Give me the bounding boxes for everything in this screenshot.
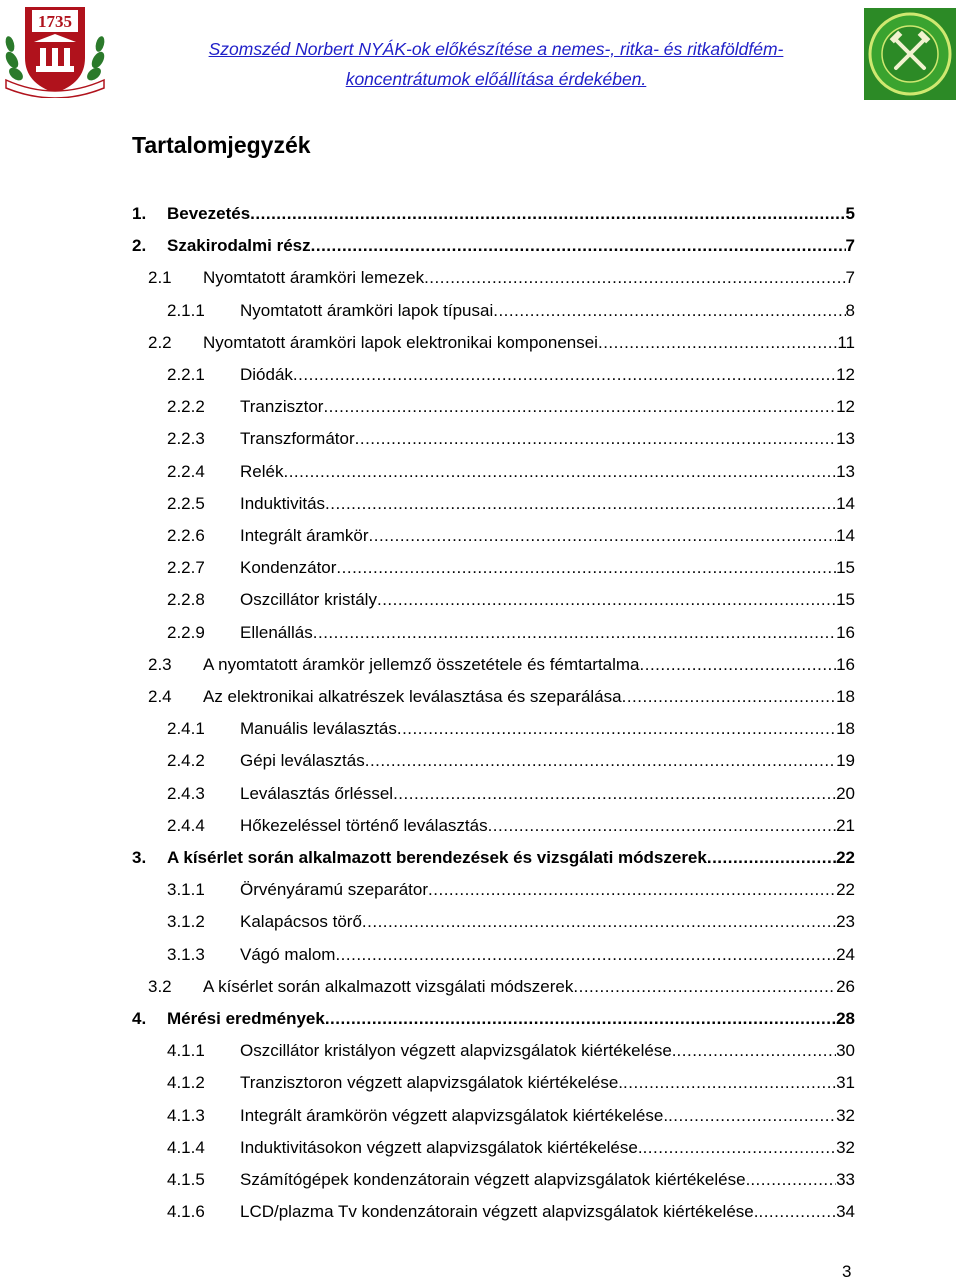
toc-entry-number: 4.1.6 <box>167 1202 205 1222</box>
toc-entry-number: 4.1.3 <box>167 1105 205 1125</box>
toc-entry-title: Örvényáramú szeparátor <box>240 880 429 900</box>
toc-entry-page-number: 16 <box>836 654 855 674</box>
toc-entry-leader <box>240 816 855 836</box>
toc-entry-title: Leválasztás őrléssel <box>240 783 394 803</box>
toc-entry-page-number: 32 <box>836 1137 855 1157</box>
toc-entry[interactable] <box>0 360 960 390</box>
toc-entry-title: A kísérlet során alkalmazott berendezések és vizsgálati módszerek <box>167 848 707 867</box>
toc-entry-title: Tranzisztor <box>240 397 324 417</box>
toc-dot-leader <box>293 365 836 385</box>
toc-entry-page-number: 20 <box>836 783 855 803</box>
toc-entry-leader <box>203 333 855 353</box>
toc-entry-page-number: 33 <box>836 1170 855 1189</box>
toc-entry-leader <box>167 236 855 256</box>
toc-entry-title: Mérési eredmények <box>167 1009 325 1028</box>
toc-entry[interactable] <box>0 843 960 873</box>
toc-entry-number: 2.4.4 <box>167 815 205 835</box>
toc-entry-number: 2.2.7 <box>167 558 205 578</box>
toc-entry-title: Integrált áramkör <box>240 526 369 545</box>
toc-entry-page-number: 15 <box>836 590 855 610</box>
toc-entry[interactable] <box>0 457 960 487</box>
toc-entry-page-number: 7 <box>845 268 855 288</box>
toc-entry[interactable] <box>0 1004 960 1034</box>
toc-entry-leader <box>240 912 855 932</box>
toc-dot-leader <box>283 462 836 482</box>
crest-year: 1735 <box>38 12 72 31</box>
toc-entry-page-number: 7 <box>845 236 855 256</box>
toc-dot-leader <box>598 333 837 353</box>
toc-entry[interactable] <box>0 1036 960 1066</box>
toc-entry-title: Bevezetés <box>167 204 251 223</box>
toc-entry[interactable] <box>0 875 960 905</box>
toc-entry-number: 2.2.1 <box>167 365 205 384</box>
toc-dot-leader <box>424 268 845 288</box>
toc-entry-title: Induktivitás <box>240 493 326 513</box>
toc-entry-page-number: 22 <box>836 880 855 900</box>
toc-entry-number: 3.1.1 <box>167 880 205 900</box>
toc-entry-title: Diódák <box>240 365 293 384</box>
toc-entry-page-number: 31 <box>836 1073 855 1093</box>
toc-entry-number: 2.2.4 <box>167 461 205 481</box>
toc-entry[interactable] <box>0 553 960 583</box>
toc-entry-number: 4.1.2 <box>167 1073 205 1093</box>
toc-entry-leader <box>240 1106 855 1126</box>
toc-entry-number: 2.4 <box>148 687 172 706</box>
toc-entry-title: Integrált áramkörön végzett alapvizsgálatok kiértékelése. <box>240 1105 669 1125</box>
crest-laurel-right <box>85 35 107 83</box>
toc-dot-leader <box>369 526 837 546</box>
toc-entry-page-number: 21 <box>836 815 855 835</box>
toc-entry-page-number: 18 <box>836 719 855 739</box>
toc-entry[interactable] <box>0 231 960 261</box>
toc-dot-leader <box>362 912 836 932</box>
toc-entry[interactable] <box>0 746 960 776</box>
toc-dot-leader <box>311 236 846 256</box>
toc-entry-number: 4.1.4 <box>167 1137 205 1157</box>
toc-entry-leader <box>240 784 855 804</box>
toc-entry-leader <box>240 751 855 771</box>
toc-entry-title: Nyomtatott áramköri lemezek <box>203 268 425 288</box>
toc-entry-number: 2.2.2 <box>167 397 205 417</box>
toc-dot-leader <box>250 204 845 224</box>
toc-entry-page-number: 19 <box>836 751 855 771</box>
toc-entry-title: Vágó malom <box>240 944 336 964</box>
toc-entry[interactable] <box>0 972 960 1002</box>
toc-entry-leader <box>240 1041 855 1061</box>
toc-entry-title: Oszcillátor kristály <box>240 590 377 610</box>
toc-dot-leader <box>677 1041 837 1061</box>
toc-entry-leader <box>167 1009 855 1029</box>
toc-dot-leader <box>377 590 836 610</box>
toc-entry-number: 2. <box>132 236 147 256</box>
toc-dot-leader <box>758 1202 836 1222</box>
toc-entry[interactable] <box>0 1101 960 1131</box>
toc-entry[interactable] <box>0 618 960 648</box>
toc-entry[interactable] <box>0 811 960 841</box>
toc-entry-leader <box>167 204 855 224</box>
toc-entry-number: 2.2.5 <box>167 493 205 513</box>
toc-entry-leader <box>240 590 855 610</box>
crest-building <box>34 34 76 72</box>
toc-entry-number: 4.1.5 <box>167 1170 205 1189</box>
toc-entry-page-number: 18 <box>836 687 855 706</box>
toc-entry-page-number: 8 <box>845 300 855 320</box>
toc-entry[interactable] <box>0 1133 960 1163</box>
toc-entry-title: Hőkezeléssel történő leválasztás <box>240 815 488 835</box>
toc-entry-page-number: 26 <box>836 976 855 996</box>
toc-entry[interactable] <box>0 682 960 712</box>
toc-dot-leader <box>643 1138 837 1158</box>
toc-entry-title: Kondenzátor <box>240 558 337 578</box>
toc-entry-page-number: 30 <box>836 1041 855 1061</box>
toc-dot-leader <box>707 848 836 868</box>
toc-heading: Tartalomjegyzék <box>132 132 311 158</box>
toc-entry-number: 2.1.1 <box>167 300 205 320</box>
toc-entry-title: Gépi leválasztás <box>240 751 365 771</box>
toc-entry-number: 4.1.1 <box>167 1041 205 1061</box>
toc-entry-title: Induktivitásokon végzett alapvizsgálatok kiértékelése. <box>240 1137 643 1157</box>
toc-entry[interactable] <box>0 779 960 809</box>
toc-entry-title: Manuális leválasztás <box>240 719 397 739</box>
toc-entry-number: 2.4.2 <box>167 751 205 771</box>
toc-entry-title: Szakirodalmi rész <box>167 236 311 256</box>
toc-dot-leader <box>355 429 836 449</box>
toc-entry-leader <box>240 462 855 482</box>
toc-entry-leader <box>240 880 855 900</box>
toc-dot-leader <box>365 751 836 771</box>
toc-entry[interactable] <box>0 940 960 970</box>
toc-entry[interactable] <box>0 1068 960 1098</box>
toc-entry[interactable] <box>0 585 960 615</box>
university-crest-logo <box>2 2 108 98</box>
toc-dot-leader <box>313 623 836 643</box>
toc-entry-title: LCD/plazma Tv kondenzátorain végzett alapvizsgálatok kiértékelése. <box>240 1202 759 1222</box>
toc-dot-leader <box>393 784 836 804</box>
toc-entry-page-number: 24 <box>836 944 855 964</box>
toc-entry-number: 2.3 <box>148 654 172 674</box>
toc-entry-page-number: 34 <box>836 1202 855 1222</box>
toc-entry-number: 2.4.1 <box>167 719 205 739</box>
toc-entry-number: 2.2 <box>148 332 172 352</box>
toc-entry-leader <box>203 687 855 707</box>
toc-dot-leader <box>750 1170 836 1190</box>
toc-entry-number: 2.2.6 <box>167 526 205 545</box>
toc-entry-leader <box>240 526 855 546</box>
toc-entry-page-number: 11 <box>837 332 855 352</box>
toc-entry-leader <box>240 301 855 321</box>
toc-entry-title: Számítógépek kondenzátorain végzett alapvizsgálatok kiértékelése. <box>240 1170 751 1189</box>
toc-entry-leader <box>240 494 855 514</box>
toc-entry[interactable] <box>0 1197 960 1227</box>
toc-entry-leader <box>240 719 855 739</box>
toc-entry[interactable] <box>0 521 960 551</box>
toc-entry-title: A nyomtatott áramkör jellemző összetétele és fémtartalma <box>203 654 640 674</box>
toc-entry-number: 3.2 <box>148 976 172 996</box>
toc-entry-number: 4. <box>132 1009 147 1028</box>
toc-entry-page-number: 5 <box>845 204 855 223</box>
toc-entry-title: Ellenállás <box>240 622 313 642</box>
toc-entry-number: 2.1 <box>148 268 172 288</box>
toc-entry-number: 2.2.9 <box>167 622 205 642</box>
toc-entry-leader <box>240 623 855 643</box>
toc-entry-title: Oszcillátor kristályon végzett alapvizsgálatok kiértékelése. <box>240 1041 677 1061</box>
toc-entry-leader <box>203 268 855 288</box>
toc-entry-page-number: 22 <box>836 848 855 867</box>
toc-entry-number: 3.1.2 <box>167 912 205 932</box>
toc-entry-title: Tranzisztoron végzett alapvizsgálatok kiértékelése. <box>240 1073 623 1093</box>
toc-entry-number: 1. <box>132 204 147 223</box>
toc-dot-leader <box>325 1009 836 1029</box>
toc-entry-page-number: 15 <box>836 558 855 578</box>
toc-entry-title: A kísérlet során alkalmazott vizsgálati módszerek <box>203 976 574 996</box>
toc-entry-page-number: 13 <box>836 429 855 449</box>
toc-entry-page-number: 23 <box>836 912 855 932</box>
toc-entry-leader <box>203 655 855 675</box>
toc-entry-leader <box>240 1138 855 1158</box>
toc-entry-title: Transzformátor <box>240 429 355 449</box>
toc-dot-leader <box>428 880 836 900</box>
toc-dot-leader <box>488 816 837 836</box>
toc-entry-page-number: 14 <box>836 493 855 513</box>
toc-entry-page-number: 28 <box>836 1009 855 1028</box>
header-title-line-1: Szomszéd Norbert NYÁK-ok előkészítése a nemes-, ritka- és ritkaföldfém- <box>208 39 784 59</box>
toc-dot-leader <box>397 719 836 739</box>
toc-entry-title: Kalapácsos törő <box>240 912 362 932</box>
toc-dot-leader <box>493 301 845 321</box>
page-header <box>0 0 960 110</box>
mining-faculty-seal-logo <box>864 8 956 100</box>
toc-entry-leader <box>240 558 855 578</box>
page-number: 3 <box>842 1262 852 1281</box>
toc-entry[interactable] <box>0 392 960 422</box>
toc-entry[interactable] <box>0 199 960 229</box>
toc-entry-leader <box>240 365 855 385</box>
toc-dot-leader <box>622 687 836 707</box>
toc-dot-leader <box>323 397 836 417</box>
toc-entry-leader <box>167 848 855 868</box>
toc-entry[interactable] <box>0 489 960 519</box>
toc-entry-number: 2.2.8 <box>167 590 205 610</box>
header-title-line-2: koncentrátumok előállítása érdekében. <box>345 69 647 89</box>
toc-entry[interactable] <box>0 296 960 326</box>
toc-entry[interactable] <box>0 1165 960 1195</box>
toc-dot-leader <box>623 1073 836 1093</box>
toc-entry-leader <box>240 945 855 965</box>
toc-entry[interactable] <box>0 424 960 454</box>
toc-dot-leader <box>325 494 836 514</box>
toc-dot-leader <box>573 977 836 997</box>
toc-entry-title: Az elektronikai alkatrészek leválasztása és szeparálása <box>203 687 622 706</box>
toc-dot-leader <box>640 655 837 675</box>
toc-entry-title: Relék <box>240 461 284 481</box>
toc-entry-number: 2.2.3 <box>167 429 205 449</box>
toc-entry[interactable] <box>0 328 960 358</box>
document-header-title <box>196 34 796 94</box>
toc-entry-title: Nyomtatott áramköri lapok elektronikai komponensei <box>203 332 598 352</box>
toc-dot-leader <box>668 1106 836 1126</box>
toc-entry[interactable] <box>0 714 960 744</box>
toc-entry-leader <box>203 977 855 997</box>
toc-entry-leader <box>240 429 855 449</box>
toc-entry-number: 3.1.3 <box>167 944 205 964</box>
toc-entry-number: 3. <box>132 848 147 867</box>
toc-entry-leader <box>240 1202 855 1222</box>
toc-entry-page-number: 32 <box>836 1105 855 1125</box>
toc-entry-leader <box>240 1073 855 1093</box>
toc-entry-page-number: 13 <box>836 461 855 481</box>
toc-entry-page-number: 12 <box>836 397 855 417</box>
toc-entry-number: 2.4.3 <box>167 783 205 803</box>
toc-entry-leader <box>240 397 855 417</box>
toc-entry-page-number: 14 <box>836 526 855 545</box>
toc-dot-leader <box>335 945 836 965</box>
toc-entry-title: Nyomtatott áramköri lapok típusai <box>240 300 494 320</box>
toc-entry-leader <box>240 1170 855 1190</box>
toc-entry[interactable] <box>0 650 960 680</box>
crest-laurel-left <box>3 35 25 83</box>
toc-entry-page-number: 12 <box>836 365 855 384</box>
toc-entry[interactable] <box>0 907 960 937</box>
toc-entry-page-number: 16 <box>836 622 855 642</box>
toc-entry[interactable] <box>0 263 960 293</box>
toc-dot-leader <box>336 558 836 578</box>
